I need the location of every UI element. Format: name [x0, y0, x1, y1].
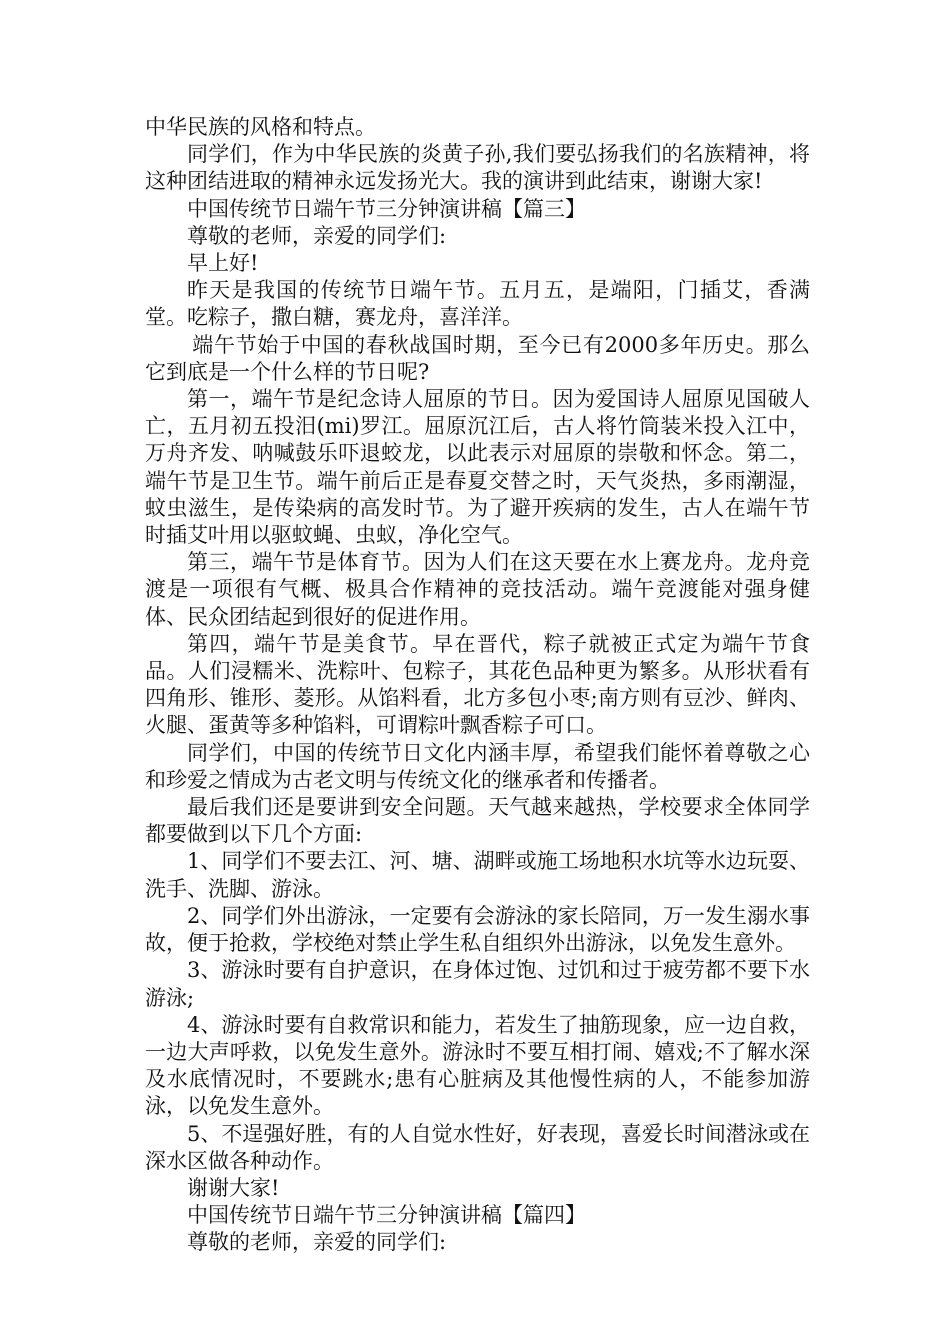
- greeting: 早上好!: [187, 251, 259, 276]
- document-page: [145, 114, 810, 1257]
- paragraph-point-three: 第三，端午节是体育节。因为人们在这天要在水上赛龙舟。龙舟竞渡是一项很有气概、极具合作精神的竞技活动。端午竞渡能对强身健体、民众团结起到很好的促进作用。: [145, 550, 810, 629]
- paragraph-point-one: 第一，端午节是纪念诗人屈原的节日。因为爱国诗人屈原见国破人亡，五月初五投汨(mi)罗江。屈原沉江后，古人将竹筒装米投入江中，万舟齐发、呐喊鼓乐吓退蛟龙，以此表示对屈原的崇敬和怀念。第二，端午节是卫生节。端午前后正是春夏交替之时，天气炎热，多雨潮湿，蚊虫滋生，是传染病的高发时节。为了避开疾病的发生，古人在端午节时插艾叶用以驱蚊蝇、虫蚁，净化空气。: [145, 387, 810, 548]
- list-item-4: 4、游泳时要有自救常识和能力，若发生了抽筋现象，应一边自救，一边大声呼救，以免发生意外。游泳时不要互相打闹、嬉戏;不了解水深及水底情况时，不要跳水;患有心脏病及其他慢性病的人，不能参加游泳，以免发生意外。: [145, 1012, 810, 1119]
- salutation: 尊敬的老师，亲爱的同学们:: [187, 223, 447, 248]
- paragraph-safety: 最后我们还是要讲到安全问题。天气越来越热，学校要求全体同学都要做到以下几个方面:: [145, 795, 810, 847]
- section-heading-part4: 中国传统节日端午节三分钟演讲稿【篇四】: [187, 1203, 586, 1228]
- paragraph-closing: 同学们，作为中华民族的炎黄子孙,我们要弘扬我们的名族精神，将这种团结进取的精神永远发扬光大。我的演讲到此结束，谢谢大家!: [145, 142, 810, 194]
- list-item-3: 3、游泳时要有自护意识，在身体过饱、过饥和过于疲劳都不要下水游泳;: [145, 958, 810, 1010]
- paragraph-history: 端午节始于中国的春秋战国时期，至今已有2000多年历史。那么它到底是一个什么样的节日呢?: [145, 332, 810, 384]
- paragraph-continuation: 中华民族的风格和特点。: [145, 115, 376, 139]
- list-item-2: 2、同学们外出游泳，一定要有会游泳的家长陪同，万一发生溺水事故，便于抢救，学校绝对禁止学生私自组织外出游泳，以免发生意外。: [145, 903, 810, 956]
- list-item-5: 5、不逞强好胜，有的人自觉水性好，好表现，喜爱长时间潜泳或在深水区做各种动作。: [145, 1121, 810, 1173]
- list-item-1: 1、同学们不要去江、河、塘、湖畔或施工场地积水坑等水边玩耍、洗手、洗脚、游泳。: [145, 849, 810, 901]
- closing-thanks: 谢谢大家!: [187, 1175, 280, 1200]
- paragraph-point-four: 第四，端午节是美食节。早在晋代，粽子就被正式定为端午节食品。人们浸糯米、洗粽叶、包粽子，其花色品种更为繁多。从形状看有四角形、锥形、菱形。从馅料看，北方多包小枣;南方则有豆沙、鲜肉、火腿、蛋黄等多种馅料，可谓粽叶飘香粽子可口。: [145, 631, 810, 738]
- paragraph-culture: 同学们，中国的传统节日文化内涵丰厚，希望我们能怀着尊敬之心和珍爱之情成为古老文明与传统文化的继承者和传播者。: [145, 740, 810, 792]
- salutation-part4: 尊敬的老师，亲爱的同学们:: [187, 1230, 447, 1255]
- paragraph-intro: 昨天是我国的传统节日端午节。五月五，是端阳，门插艾，香满堂。吃粽子，撒白糖，赛龙舟，喜洋洋。: [145, 278, 810, 330]
- section-heading-part3: 中国传统节日端午节三分钟演讲稿【篇三】: [187, 196, 586, 221]
